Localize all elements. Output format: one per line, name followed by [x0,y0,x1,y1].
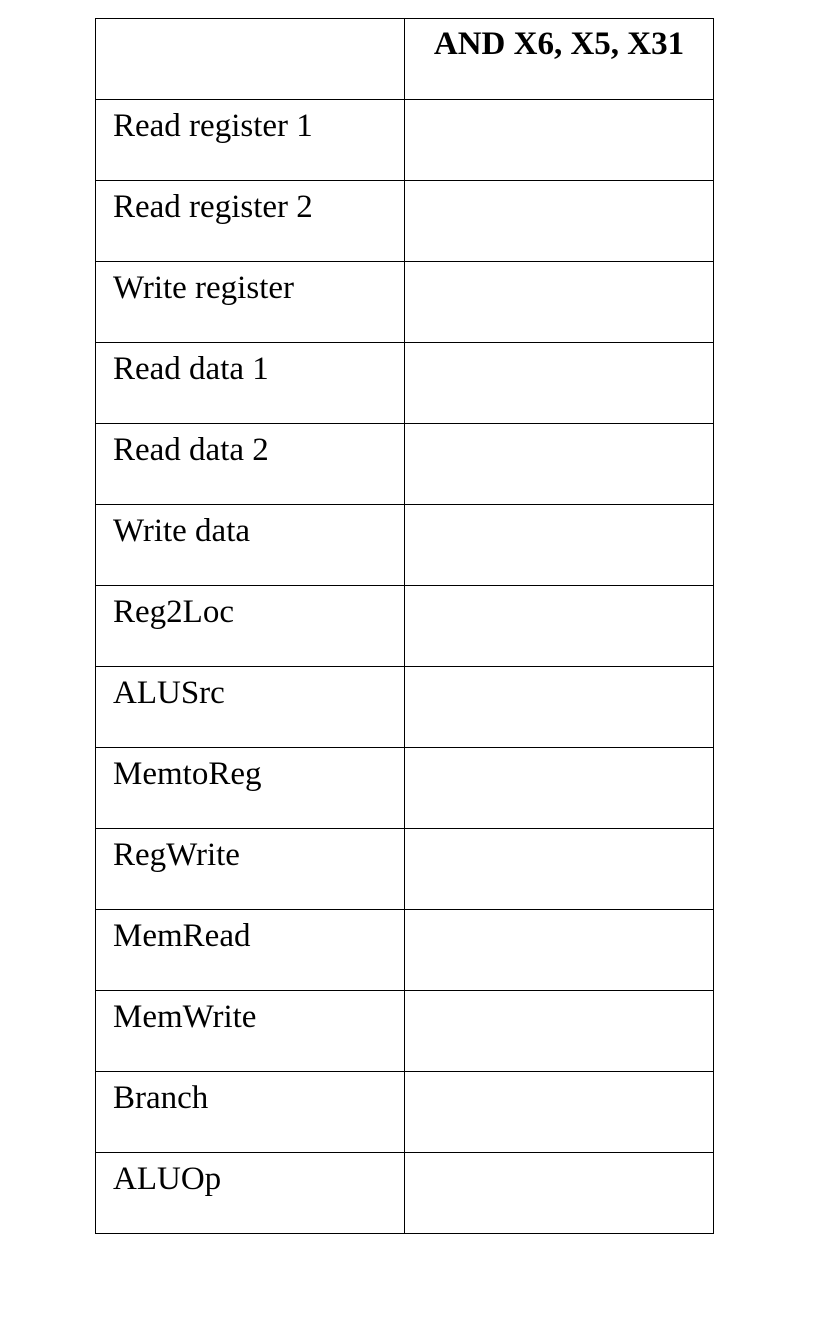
row-value-cell [405,100,714,181]
row-value [405,667,713,673]
row-label: Read data 2 [113,432,269,468]
row-label-cell [96,262,405,343]
row-label: Read register 2 [113,189,313,225]
row-label: Reg2Loc [113,594,234,630]
row-label-cell [96,181,405,262]
control-signal-table [95,18,714,1234]
row-value [405,100,713,106]
row-value [405,1072,713,1078]
table-row [96,424,714,505]
row-value-cell [405,748,714,829]
table-row [96,1153,714,1234]
row-value [405,343,713,349]
table-row [96,991,714,1072]
row-label: MemWrite [113,999,257,1035]
table-row [96,262,714,343]
table-row [96,667,714,748]
table-row [96,748,714,829]
table-row [96,181,714,262]
row-label-cell [96,505,405,586]
row-label-cell [96,1072,405,1153]
row-value-cell [405,991,714,1072]
row-value [405,829,713,835]
row-value-cell [405,1153,714,1234]
row-value-cell [405,1072,714,1153]
row-value [405,910,713,916]
table-row [96,829,714,910]
row-value [405,748,713,754]
row-label-cell [96,910,405,991]
row-label: Read data 1 [113,351,269,387]
row-label: ALUOp [113,1161,222,1197]
row-value [405,424,713,430]
row-value [405,991,713,997]
row-value [405,586,713,592]
table-row [96,343,714,424]
row-value [405,262,713,268]
table-row [96,910,714,991]
row-value-cell [405,262,714,343]
table-row [96,1072,714,1153]
row-value [405,1153,713,1159]
row-value-cell [405,181,714,262]
row-value-cell [405,343,714,424]
row-label-cell [96,829,405,910]
row-value-cell [405,424,714,505]
row-label: Branch [113,1080,209,1116]
row-label-cell [96,586,405,667]
row-label: MemRead [113,918,251,954]
row-label-cell [96,667,405,748]
table-row [96,505,714,586]
row-label-cell [96,991,405,1072]
row-label: Read register 1 [113,108,313,144]
table-header-row [96,19,714,100]
header-instruction-cell [405,19,714,100]
row-value [405,181,713,187]
row-label-cell [96,748,405,829]
row-label-cell [96,100,405,181]
row-value [405,505,713,511]
row-value-cell [405,667,714,748]
row-label-cell [96,1153,405,1234]
instruction-header: AND X6, X5, X31 [433,26,685,62]
row-value-cell [405,910,714,991]
row-value-cell [405,505,714,586]
row-value-cell [405,829,714,910]
header-label-text [96,19,404,24]
table-row [96,586,714,667]
row-label: MemtoReg [113,756,262,792]
table-row [96,100,714,181]
row-label: Write register [113,270,295,306]
row-value-cell [405,586,714,667]
row-label: Write data [113,513,251,549]
header-label-cell [96,19,405,100]
row-label: RegWrite [113,837,240,873]
row-label-cell [96,343,405,424]
row-label-cell [96,424,405,505]
row-label: ALUSrc [113,675,225,711]
